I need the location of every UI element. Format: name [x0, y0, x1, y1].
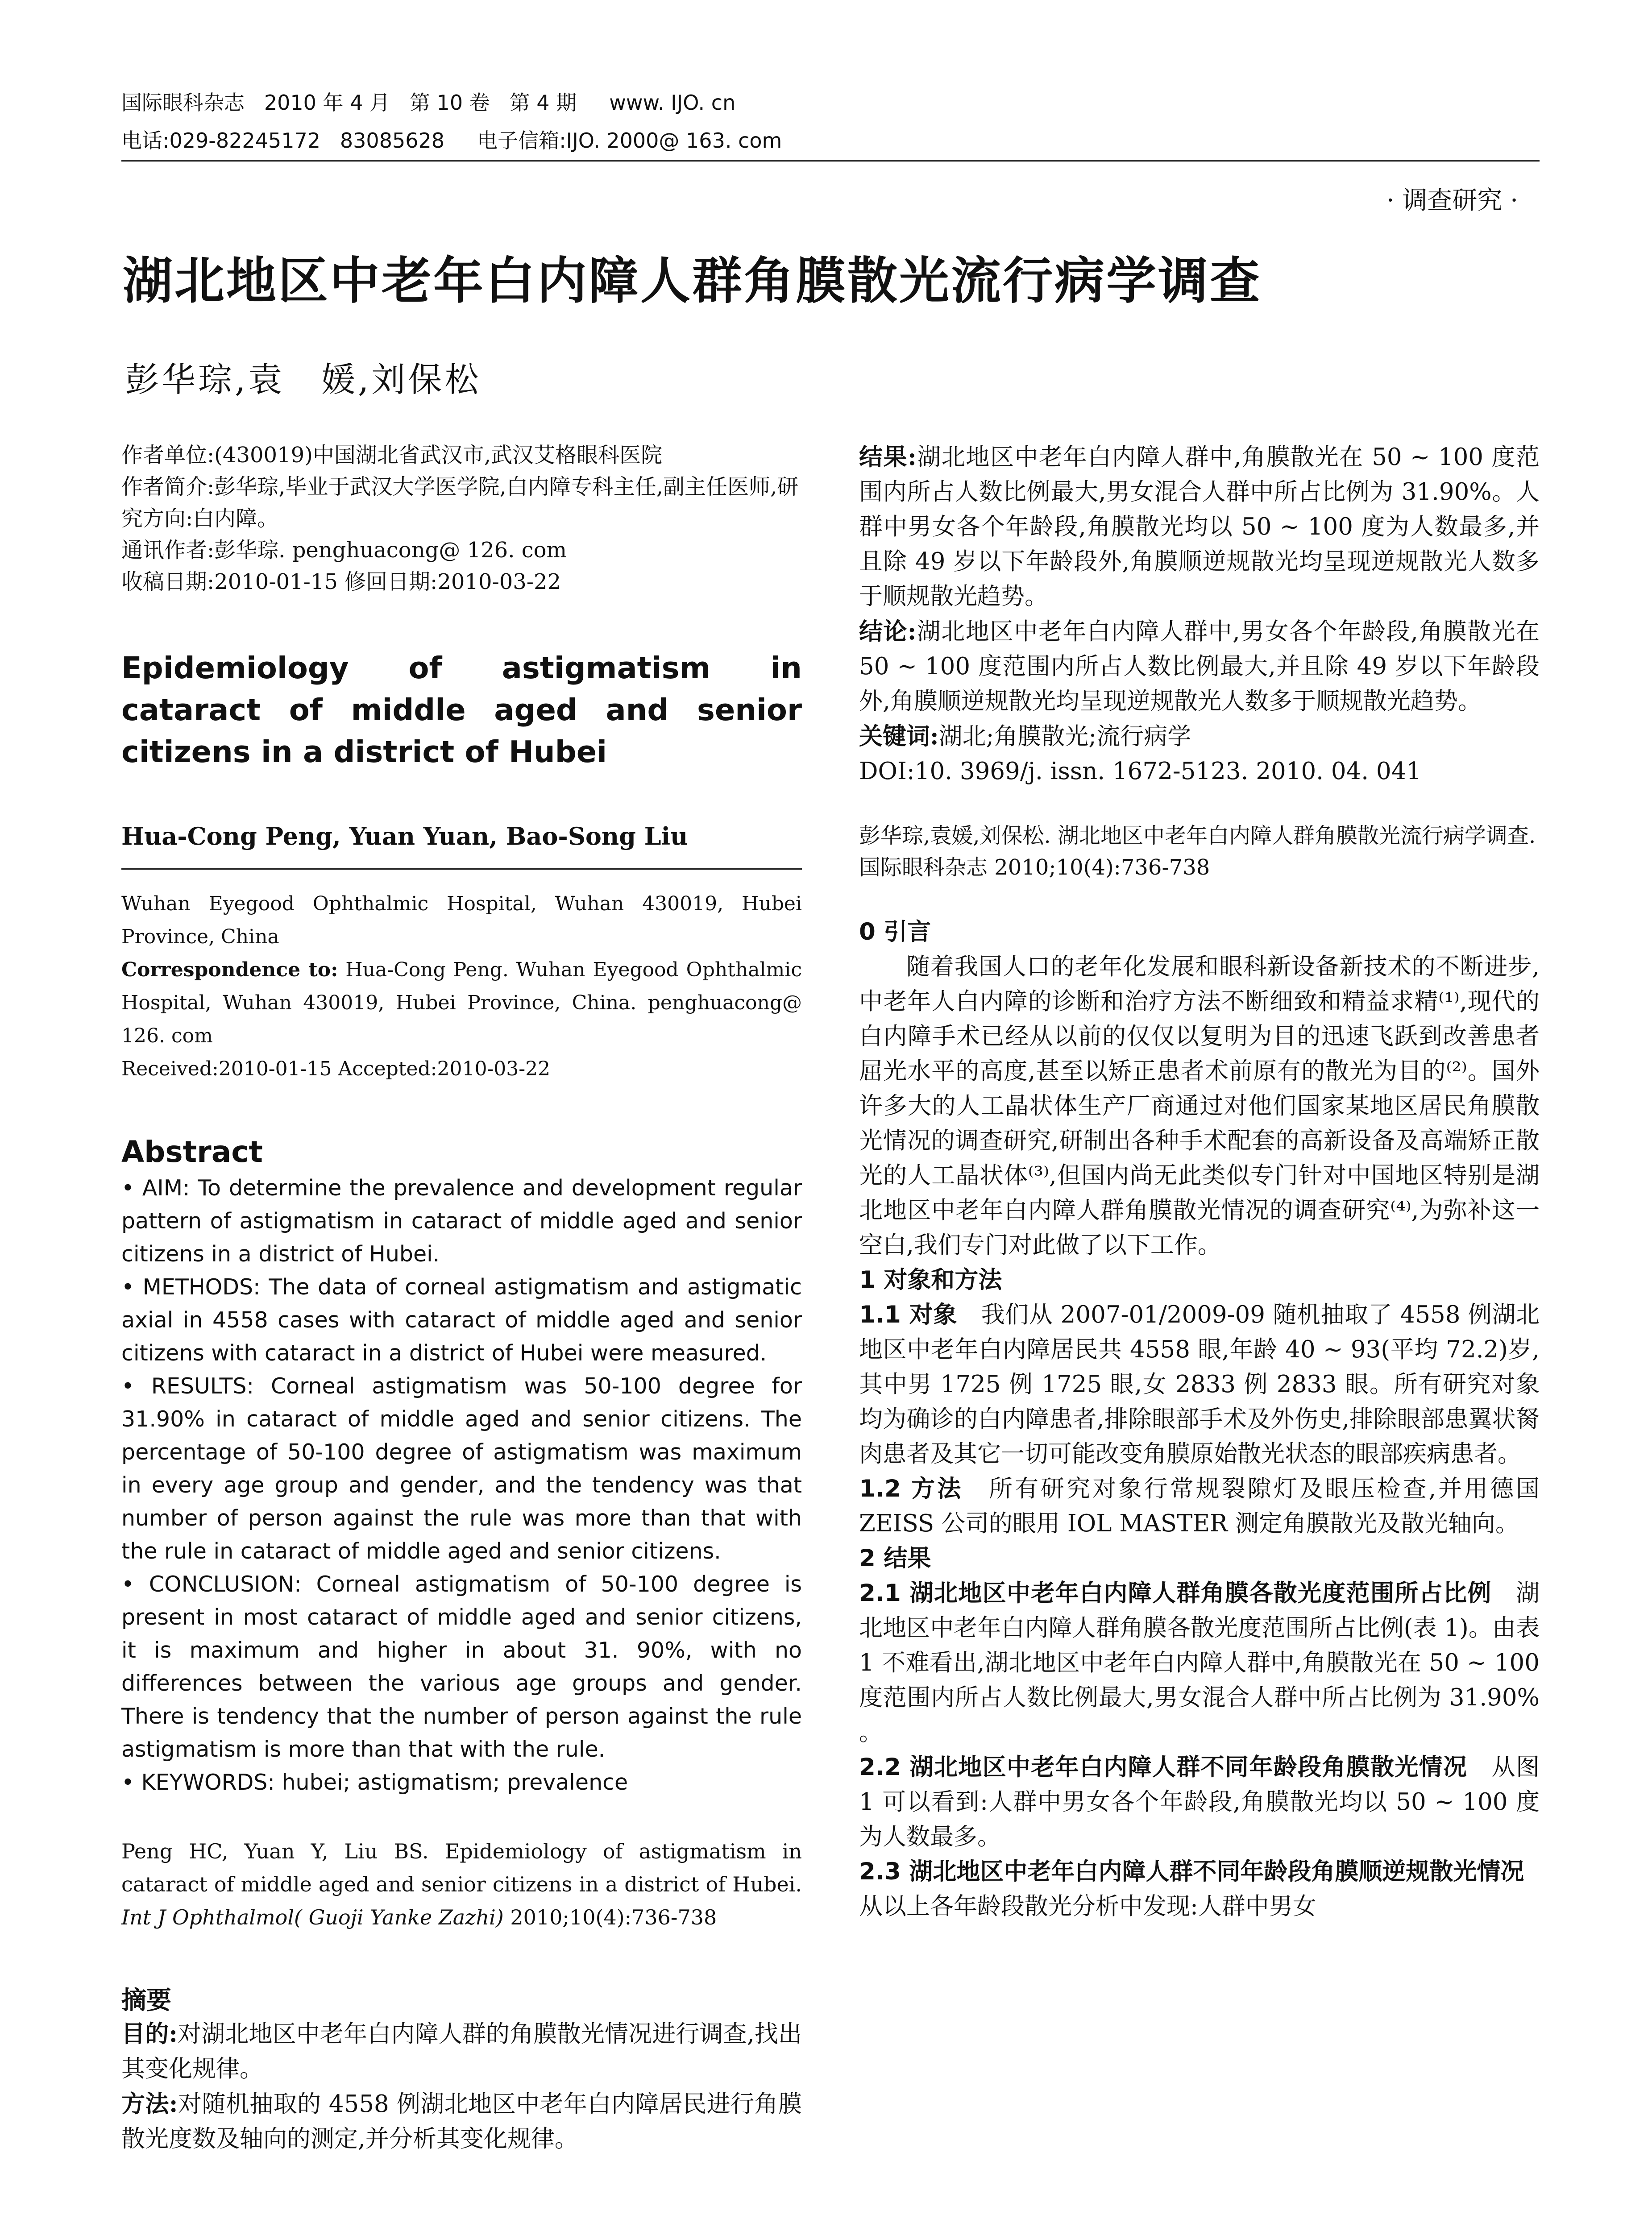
citation-cn: 彭华琮,袁媛,刘保松. 湖北地区中老年白内障人群角膜散光流行病学调查. 国际眼科杂志 2010;10(4):736-738 — [859, 823, 1536, 880]
abstract-methods: • METHODS: The data of corneal astigmatism and astigmatic axial in 4558 cases with cataract of middle aged and senior citizens with cataract in a district of Hubei were measured. — [121, 1274, 802, 1366]
article-title-en: Epidemiology of astigmatism in cataract of middle aged and senior citizens in a district of Hubei — [121, 651, 802, 769]
mudi-label: 目的: — [121, 2020, 178, 2048]
authors-en: Hua-Cong Peng, Yuan Yuan, Bao-Song Liu — [121, 822, 688, 850]
intro-heading: 0 引言 — [859, 918, 931, 945]
author-bio-cn: 作者简介:彭华琮,毕业于武汉大学医学院,白内障专科主任,副主任医师,研究方向:白内障。 — [121, 474, 799, 531]
section-1-2-label: 1.2 方法 — [859, 1475, 963, 1502]
left-column — [121, 440, 802, 2156]
affiliation-en: Wuhan Eyegood Ophthalmic Hospital, Wuhan 430019, Hubei Province, China — [121, 892, 802, 948]
zhaiyao-fangfa — [121, 2086, 802, 2156]
citation-en — [121, 1835, 802, 1934]
section-1-2 — [859, 1472, 1540, 1541]
section-2-1-label: 2.1 湖北地区中老年白内障人群角膜各散光度范围所占比例 — [859, 1580, 1492, 1607]
section-1-1-text: 我们从 2007-01/2009-09 随机抽取了 4558 例湖北地区中老年白内障居民共 4558 眼,年龄 40 ~ 93(平均 72.2)岁,其中男 1725 例 1725 眼,女 2833 例 2833 眼。所有研究对象均为确诊的白内障患者,排除眼部手术及外伤史,排除眼部患翼状胬肉患者及其它一切可能改变角膜原始散光状态的眼部疾病患者。 — [859, 1301, 1540, 1468]
section-2-heading: 2 结果 — [859, 1545, 931, 1572]
zhaiyao-keywords — [859, 719, 1540, 754]
jielun-label: 结论: — [859, 618, 917, 645]
section-2-3-text: 从以上各年龄段散光分析中发现:人群中男女 — [859, 1858, 1548, 1920]
received-en: Received:2010-01-15 Accepted:2010-03-22 — [121, 1057, 551, 1080]
abstract-results: • RESULTS: Corneal astigmatism was 50-100 degree for 31.90% in cataract of middle aged and senior citizens. The percentage of 50-100 degree of astigmatism was maximum in every age group and gender, and the tendency was that number of person against the rule was more than that with the rule in cataract of middle aged and senior citizens. — [121, 1373, 802, 1564]
section-1-1 — [859, 1298, 1540, 1472]
jieguo-label: 结果: — [859, 443, 917, 471]
citation-en-journal: Int J Ophthalmol( Guoji Yanke Zazhi) — [121, 1905, 504, 1929]
correspondence-text: Hua-Cong Peng. Wuhan Eyegood Ophthalmic Hospital, Wuhan 430019, Hubei Province, China. penghuacong@ 126. com — [121, 958, 802, 1047]
section-2-2-label: 2.2 湖北地区中老年白内障人群不同年龄段角膜散光情况 — [859, 1754, 1468, 1781]
received-date-cn: 收稿日期:2010-01-15 修回日期:2010-03-22 — [121, 569, 561, 594]
corresponding-author-cn: 通讯作者:彭华琮. penghuacong@ 126. com — [121, 538, 567, 563]
zhaiyao-jieguo — [859, 440, 1540, 614]
section-1-2-text: 所有研究对象行常规裂隙灯及眼压检查,并用德国 ZEISS 公司的眼用 IOL MASTER 测定角膜散光及散光轴向。 — [859, 1475, 1540, 1537]
correspondence-en — [121, 954, 802, 1053]
keywords-label: 关键词: — [859, 722, 939, 750]
abstract-keywords: • KEYWORDS: hubei; astigmatism; prevalence — [121, 1770, 628, 1795]
section-2-1-text: 湖北地区中老年白内障人群角膜各散光度范围所占比例(表 1)。由表 1 不难看出,湖北地区中老年白内障人群中,角膜散光在 50 ~ 100 度范围内所占人数比例最大,男女混合人群中所占比例为 31.90% 。 — [859, 1580, 1540, 1746]
doi: DOI:10. 3969/j. issn. 1672-5123. 2010. 04. 041 — [859, 758, 1422, 785]
zhaiyao-jielun — [859, 614, 1540, 719]
intro-paragraph: 随着我国人口的老年化发展和眼科新设备新技术的不断进步,中老年人白内障的诊断和治疗方法不断细致和精益求精⁽¹⁾,现代的白内障手术已经从以前的仅仅以复明为目的迅速飞跃到改善患者屈光水平的高度,甚至以矫正患者术前原有的散光为目的⁽²⁾。国外许多大的人工晶状体生产厂商通过对他们国家某地区居民角膜散光情况的调查研究,研制出各种手术配套的高新设备及高端矫正散光的人工晶状体⁽³⁾,但国内尚无此类似专门针对中国地区特别是湖北地区中老年白内障人群角膜散光情况的调查研究⁽⁴⁾,为弥补这一空白,我们专门对此做了以下工作。 — [859, 953, 1540, 1259]
section-2-3 — [859, 1854, 1548, 1924]
section-2-2-text: 从图 1 可以看到:人群中男女各个年龄段,角膜散光均以 50 ~ 100 度为人数最多。 — [859, 1754, 1540, 1850]
section-1-1-label: 1.1 对象 — [859, 1301, 958, 1328]
fangfa-text: 对随机抽取的 4558 例湖北地区中老年白内障居民进行角膜散光度数及轴向的测定,并分析其变化规律。 — [121, 2090, 802, 2152]
author-affiliation-cn: 作者单位:(430019)中国湖北省武汉市,武汉艾格眼科医院 — [121, 443, 663, 468]
fangfa-label: 方法: — [121, 2090, 178, 2118]
authors-cn: 彭华琮,袁 媛,刘保松 — [125, 360, 481, 399]
section-2-2 — [859, 1750, 1540, 1854]
right-column — [859, 440, 1548, 1924]
zhaiyao-heading: 摘要 — [121, 1986, 171, 2015]
jielun-text: 湖北地区中老年白内障人群中,男女各个年龄段,角膜散光在 50 ~ 100 度范围内所占人数比例最大,并且除 49 岁以下年龄段外,角膜顺逆规散光均呈现逆规散光人数多于顺规散光趋势。 — [859, 618, 1540, 715]
abstract-aim: • AIM: To determine the prevalence and development regular pattern of astigmatism in cataract of middle aged and senior citizens in a district of Hubei. — [121, 1175, 802, 1267]
journal-header-line2: 电话:029-82245172 83085628 电子信箱:IJO. 2000@ 163. com — [121, 129, 782, 153]
abstract-conclusion: • CONCLUSION: Corneal astigmatism of 50-100 degree is present in most cataract of middle aged and senior citizens, it is maximum and higher in about 31. 90%, with no differences between the various age groups and gender. There is tendency that the number of person against the rule astigmatism is more than that with the rule. — [121, 1572, 802, 1762]
article-title-cn: 湖北地区中老年白内障人群角膜散光流行病学调查 — [123, 252, 1262, 310]
section-1-heading: 1 对象和方法 — [859, 1266, 1002, 1294]
abstract-heading: Abstract — [121, 1135, 263, 1169]
correspondence-label: Correspondence to: — [121, 958, 338, 981]
journal-header-line1: 国际眼科杂志 2010 年 4 月 第 10 卷 第 4 期 www. IJO. cn — [121, 91, 736, 115]
authors-rule — [121, 868, 802, 870]
zhaiyao-mudi — [121, 2016, 802, 2086]
mudi-text: 对湖北地区中老年白内障人群的角膜散光情况进行调查,找出其变化规律。 — [121, 2020, 802, 2082]
section-2-1 — [859, 1576, 1540, 1750]
citation-en-tail: 2010;10(4):736-738 — [503, 1905, 717, 1929]
section-tag: · 调查研究 · — [1386, 186, 1518, 215]
keywords-text: 湖北;角膜散光;流行病学 — [938, 723, 1191, 750]
citation-en-main: Peng HC, Yuan Y, Liu BS. Epidemiology of astigmatism in cataract of middle aged and senior citizens in a district of Hubei. — [121, 1839, 802, 1896]
header-rule — [121, 160, 1540, 162]
jieguo-text: 湖北地区中老年白内障人群中,角膜散光在 50 ~ 100 度范围内所占人数比例最大,男女混合人群中所占比例为 31.90%。人群中男女各个年龄段,角膜散光均以 50 ~ 100 度为人数最多,并且除 49 岁以下年龄段外,角膜顺逆规散光均呈现逆规散光人数多于顺规散光趋势。 — [859, 444, 1540, 610]
section-2-3-label: 2.3 湖北地区中老年白内障人群不同年龄段角膜顺逆规散光情况 — [859, 1858, 1524, 1885]
